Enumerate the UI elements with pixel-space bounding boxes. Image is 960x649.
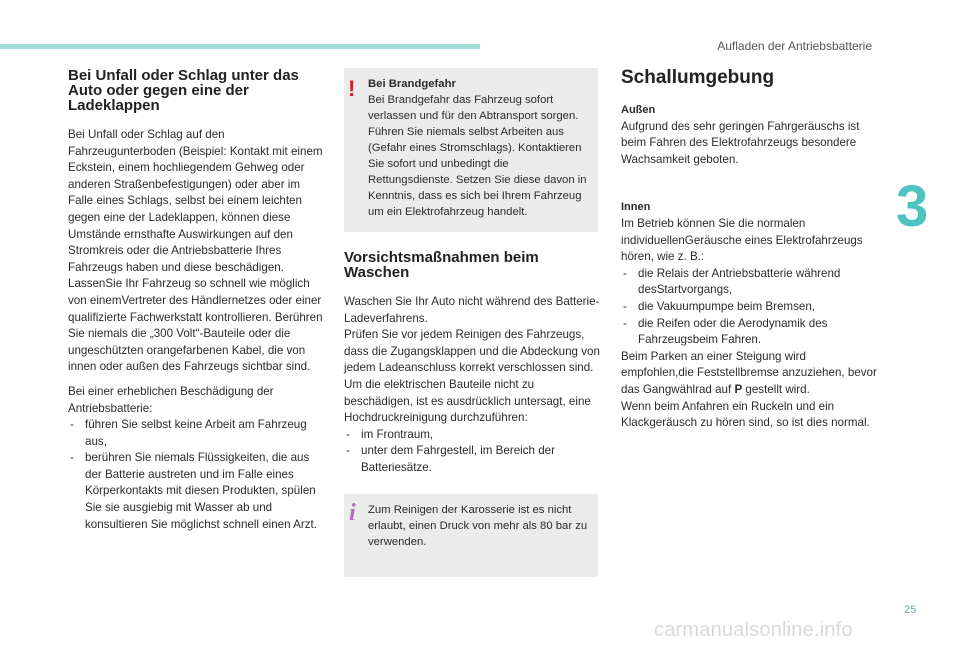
paragraph-outside: Aufgrund des sehr geringen Fahrgeräuschs ist beim Fahren des Elektrofahrzeugs besondere Wachsamkeit geboten.	[621, 119, 860, 166]
paragraph-inside: Im Betrieb können Sie die normalen individuellenGeräusche eines Elektrofahrzeugs hören, wie z. B.:	[621, 216, 863, 264]
paragraph-washing-3: Um die elektrischen Bauteile nicht zu beschädigen, ist es ausdrücklich untersagt, eine Hochdruckreinigung durchzuführen:	[344, 377, 591, 425]
washing-restrictions-list	[344, 427, 602, 477]
heading-accident: Bei Unfall oder Schlag unter das Auto oder gegen eine der Ladeklappen	[68, 67, 299, 114]
paragraph-washing-2: Prüfen Sie vor jedem Reinigen des Fahrzeugs, dass die Zugangsklappen und die Abdeckung von jedem Ladeanschluss korrekt verschlossen sind.	[344, 328, 600, 375]
parking-text-after: gestellt wird.	[742, 382, 810, 396]
heading-washing: Vorsichtsmaßnahmen beim Waschen	[344, 249, 539, 281]
section-header-title: Aufladen der Antriebsbatterie	[717, 39, 872, 53]
heading-sound: Schallumgebung	[621, 67, 775, 88]
paragraph-damage-intro: Bei einer erheblichen Beschädigung der Antriebsbatterie:	[68, 384, 274, 415]
gear-p-label: P	[734, 382, 743, 396]
info-icon: i	[349, 500, 356, 526]
column-sound	[621, 68, 879, 432]
paragraph-parking	[621, 349, 879, 399]
info-text: Zum Reinigen der Karosserie ist es nicht erlaubt, einen Druck von mehr als 80 bar zu verwenden.	[368, 504, 588, 548]
list-item: - unter dem Fahrgestell, im Bereich der Batteriesätze.	[344, 443, 602, 476]
paragraph-startup-noise: Wenn beim Anfahren ein Ruckeln und ein Klackgeräusch zu hören sind, so ist dies normal.	[621, 399, 870, 430]
list-item: - die Relais der Antriebsbatterie während desStartvorgangs,	[621, 266, 879, 299]
parking-text-before: Beim Parken an einer Steigung wird empfohlen,die Feststellbremse anzuziehen, bevor das Gangwählrad auf	[621, 349, 877, 396]
list-item: - führen Sie selbst keine Arbeit am Fahrzeug aus,	[68, 417, 326, 450]
warning-text: Bei Brandgefahr das Fahrzeug sofort verlassen und für den Abtransport sorgen. Führen Sie niemals selbst Arbeiten aus (Gefahr eines Stromschlags). Kontaktieren Sie sofort und unbedingt die Rettungsdienste. Setzen Sie diese davon in Kenntnis, dass es sich bei Ihrem Fahrzeug um ein Elektrofahrzeug handelt.	[368, 94, 587, 218]
fire-warning-box	[344, 68, 598, 232]
list-item: - die Vakuumpumpe beim Bremsen,	[621, 299, 879, 316]
warning-content	[368, 76, 593, 220]
chapter-number: 3	[896, 174, 929, 239]
list-item: - die Reifen oder die Aerodynamik des Fahrzeugsbeim Fahren.	[621, 316, 879, 349]
header-accent-bar	[0, 44, 480, 49]
paragraph-washing-1: Waschen Sie Ihr Auto nicht während des Batterie-Ladeverfahrens.	[344, 295, 600, 325]
warning-exclamation-icon: !	[348, 76, 356, 101]
list-item: - im Frontraum,	[344, 427, 602, 444]
subheading-outside: Außen	[621, 104, 656, 116]
page-number: 25	[904, 604, 917, 616]
warning-title: Bei Brandgefahr	[368, 78, 456, 90]
pressure-info-box	[344, 494, 598, 577]
inside-sounds-list	[621, 266, 879, 349]
column-accident	[68, 68, 326, 533]
list-item: - berühren Sie niemals Flüssigkeiten, die aus der Batterie austreten und im Falle eines Körperkontakts mit diesen Produkten, spülen Sie sie ausgiebig mit Wasser ab und konsultieren Sie möglichst schnell einen Arzt.	[68, 450, 326, 533]
paragraph-accident: Bei Unfall oder Schlag auf den Fahrzeugunterboden (Beispiel: Kontakt mit einem Eckstein, einem hochliegendem Gehweg oder anderen Straßenbefestigungen) oder aber im Falle eines Schlags, selbst bei einem leichten gegen eine der Ladeklappen, können diese Umstände ernsthafte Auswirkungen auf den Stromkreis oder die Antriebsbatterie Ihres Fahrzeugs haben und diese beschädigen. LassenSie Ihr Fahrzeug so schnell wie möglich von einemVertreter des Händlernetzes oder einer qualifizierte Fachwerkstatt kontrollieren. Berühren Sie niemals die „300 Volt“-Bauteile oder die ungeschützten orangefarbenen Kabel, die von innen oder außen des Fahrzeugs sichtbar sind.	[68, 128, 323, 374]
watermark-text: carmanualsonline.info	[654, 619, 853, 641]
column-washing	[344, 250, 602, 477]
damage-instructions-list	[68, 417, 326, 533]
subheading-inside: Innen	[621, 201, 651, 214]
